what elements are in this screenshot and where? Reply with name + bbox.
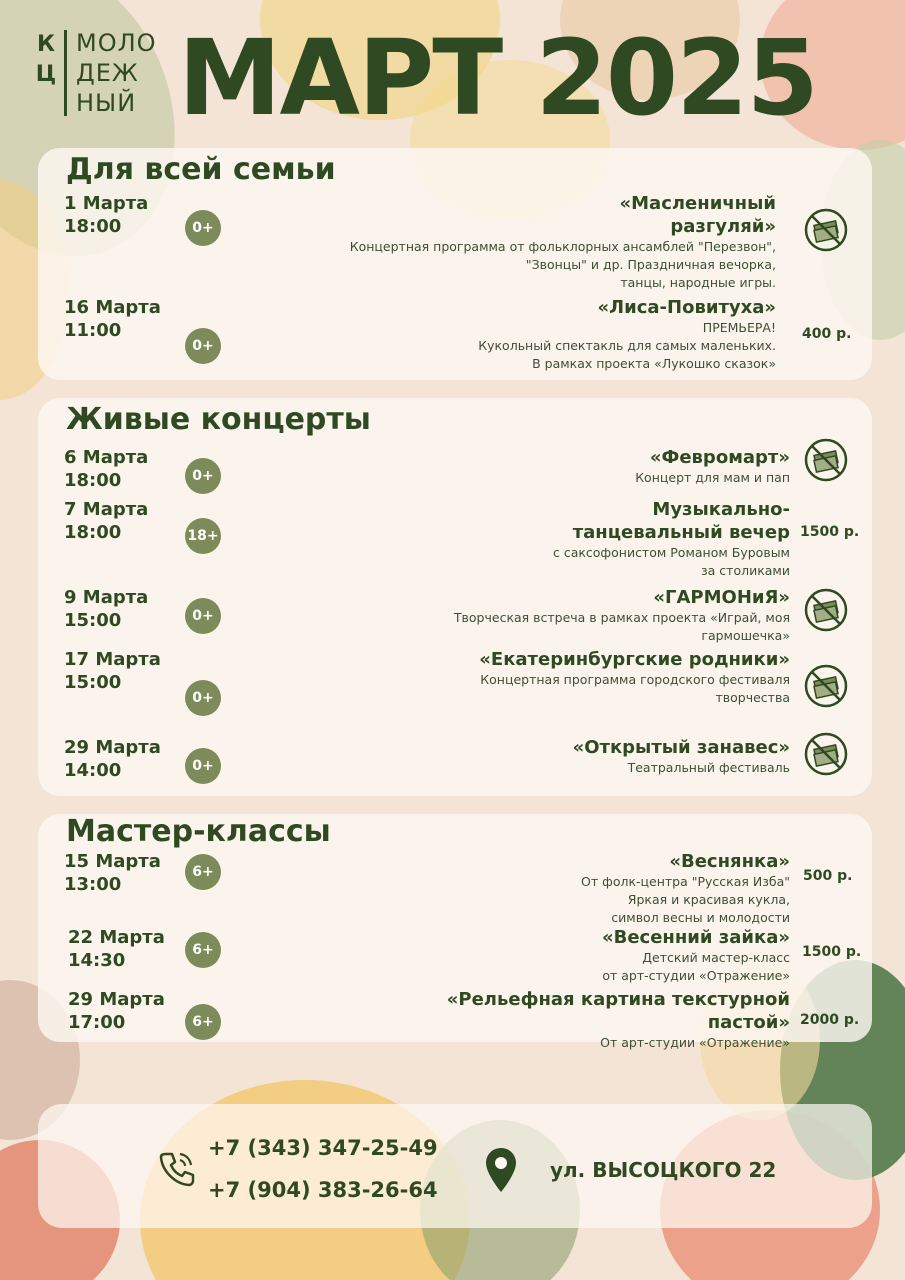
event-description: Творческая встреча в рамках проекта «Играй, моя гармошечка»	[453, 610, 790, 643]
age-badge: 0+	[185, 598, 221, 634]
section-concerts	[38, 398, 872, 796]
event-text	[350, 192, 776, 292]
address: ул. ВЫСОЦКОГО 22	[550, 1158, 777, 1182]
phone-number[interactable]: +7 (904) 383-26-64	[208, 1178, 438, 1202]
no-money-icon	[804, 208, 848, 252]
event-date: 1 Марта 18:00	[64, 193, 149, 237]
event-row	[38, 850, 872, 930]
event-text	[478, 296, 776, 373]
header	[0, 0, 905, 140]
event-row	[38, 648, 872, 728]
no-money-icon	[804, 588, 848, 632]
event-date: 7 Марта 18:00	[64, 499, 149, 543]
event-text	[581, 850, 790, 927]
event-description: Театральный фестиваль	[627, 760, 790, 775]
event-row	[38, 498, 872, 578]
age-badge: 0+	[185, 748, 221, 784]
event-date: 29 Марта 17:00	[68, 989, 165, 1033]
event-title: «Рельефная картина текстурной пастой»	[446, 989, 790, 1033]
event-date: 29 Марта 14:00	[64, 737, 161, 781]
event-price: 1500 р.	[802, 944, 862, 960]
event-row	[38, 988, 872, 1050]
event-row	[38, 446, 872, 496]
event-description: От фолк-центра "Русская Изба" Яркая и красивая кукла, символ весны и молодости	[581, 874, 790, 925]
no-money-icon	[804, 664, 848, 708]
location-pin-icon	[484, 1146, 518, 1196]
event-description: Концерт для мам и пап	[635, 470, 790, 485]
event-text	[635, 446, 790, 487]
event-title: «Веснянка»	[669, 851, 790, 872]
event-title: «Екатеринбургские родники»	[479, 649, 790, 670]
contacts-footer	[38, 1104, 872, 1228]
event-title: «Февромарт»	[649, 447, 790, 468]
event-price: 2000 р.	[800, 1012, 860, 1028]
event-date: 6 Марта 18:00	[64, 447, 149, 491]
event-title: «Лиса-Повитуха»	[597, 297, 776, 318]
phone-icon	[154, 1146, 198, 1190]
section-title: Живые концерты	[66, 402, 371, 437]
no-money-icon	[804, 732, 848, 776]
logo-kc: К Ц	[35, 32, 57, 87]
event-date: 16 Марта 11:00	[64, 297, 161, 341]
event-text	[573, 736, 790, 777]
age-badge: 18+	[185, 518, 221, 554]
event-date: 9 Марта 15:00	[64, 587, 149, 631]
event-date: 15 Марта 13:00	[64, 851, 161, 895]
section-title: Мастер-классы	[66, 814, 331, 849]
event-price: 1500 р.	[800, 524, 860, 540]
age-badge: 6+	[185, 932, 221, 968]
age-badge: 6+	[185, 1004, 221, 1040]
event-row	[38, 586, 872, 646]
event-description: От арт-студии «Отражение»	[600, 1035, 790, 1050]
event-text	[454, 586, 790, 645]
no-money-icon	[804, 438, 848, 482]
event-date: 17 Марта 15:00	[64, 649, 161, 693]
page-title: МАРТ 2025	[178, 17, 817, 139]
event-description: ПРЕМЬЕРА! Кукольный спектакль для самых маленьких. В рамках проекта «Лукошко сказок»	[478, 320, 776, 371]
event-price: 500 р.	[803, 868, 853, 884]
event-row	[38, 192, 872, 292]
event-price: 400 р.	[802, 326, 852, 342]
phone-number[interactable]: +7 (343) 347-25-49	[208, 1136, 438, 1160]
section-masterclasses	[38, 814, 872, 1050]
event-description: Концертная программа от фольклорных ансамблей "Перезвон", "Звонцы" и др. Праздничная вечорка, танцы, народные игры.	[349, 239, 776, 290]
event-description: с саксофонистом Романом Буровым за столиками	[552, 545, 790, 578]
event-title: «ГАРМОНиЯ»	[653, 587, 790, 608]
event-title: Музыкально- танцевальный вечер	[572, 499, 790, 543]
event-row	[38, 296, 872, 376]
event-text	[553, 498, 790, 580]
age-badge: 0+	[185, 328, 221, 364]
event-title: «Весенний зайка»	[601, 927, 790, 948]
event-description: Детский мастер-класс от арт-студии «Отражение»	[602, 950, 790, 983]
age-badge: 0+	[185, 458, 221, 494]
event-text	[602, 926, 790, 985]
event-row	[38, 736, 872, 786]
age-badge: 0+	[185, 680, 221, 716]
age-badge: 0+	[185, 210, 221, 246]
event-title: «Масленичный разгуляй»	[619, 193, 776, 237]
section-title: Для всей семьи	[66, 152, 336, 187]
logo-word: МОЛО ДЕЖ НЫЙ	[76, 29, 157, 117]
event-row	[38, 926, 872, 986]
event-date: 22 Марта 14:30	[68, 927, 165, 971]
age-badge: 6+	[185, 854, 221, 890]
logo-divider	[64, 30, 67, 116]
section-family	[38, 148, 872, 380]
event-title: «Открытый занавес»	[572, 737, 790, 758]
event-text	[479, 648, 790, 707]
event-description: Концертная программа городского фестиваля творчества	[480, 672, 790, 705]
event-text	[447, 988, 790, 1052]
